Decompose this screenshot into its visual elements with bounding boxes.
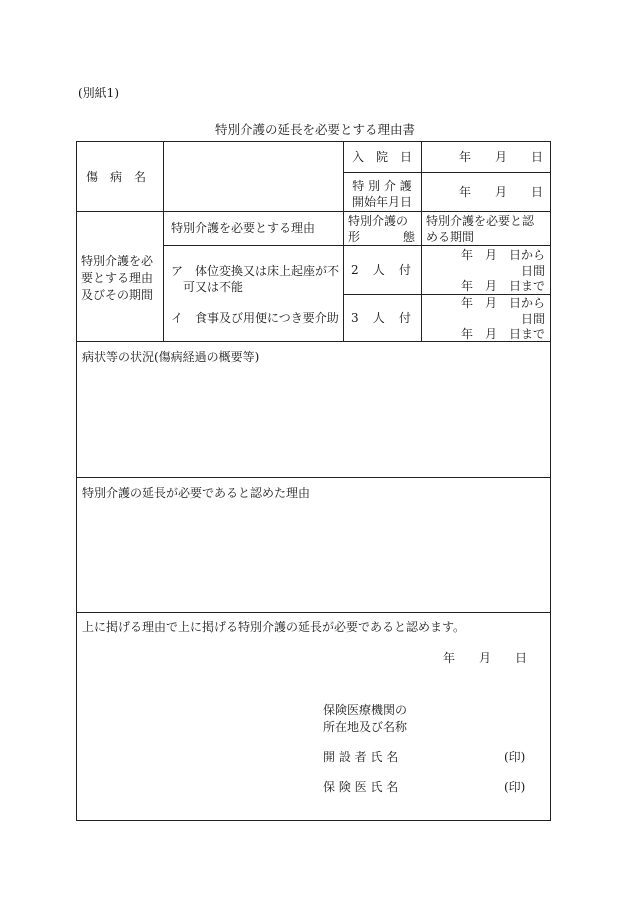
rule-header-bottom [76, 211, 551, 212]
certification-statement: 上に掲げる理由で上に掲げる特別介護の延長が必要であると認めます。 [82, 620, 466, 634]
founder-label: 開 設 者 氏 名 [323, 750, 399, 764]
condition-label: 病状等の状況(傷病経過の概要等) [82, 350, 260, 364]
doctor-label: 保 険 医 氏 名 [323, 780, 399, 794]
form-row-b: 3 人 付 [351, 311, 411, 325]
col-header-period: 特別介護を必要と認 める期間 [426, 214, 535, 245]
injury-label: 傷 病 名 [86, 170, 147, 184]
certification-date: 年 月 日 [443, 651, 528, 665]
care-start-label: 特 別 介 護 開始年月日 [351, 179, 412, 210]
institution-label: 保険医療機関の 所在地及び名称 [323, 703, 408, 734]
period-row-b: 年 月 日から 日間 年 月 日まで [460, 296, 545, 342]
doctor-seal: (印) [504, 780, 526, 794]
rule-recognition-bottom [76, 612, 551, 613]
care-start-date: 年 月 日 [458, 185, 543, 199]
reason-side-label: 特別介護を必 要とする理由 及びその期間 [81, 254, 154, 302]
col-header-reason: 特別介護を必要とする理由 [171, 221, 316, 235]
recognition-reason-label: 特別介護の延長が必要であると認めた理由 [82, 486, 311, 500]
admission-label: 入 院 日 [351, 150, 412, 164]
admission-date: 年 月 日 [458, 150, 543, 164]
rule-condition-bottom [76, 477, 551, 478]
rule-admission [343, 172, 551, 173]
reason-row-a: ア 体位変換又は床上起座が不 可又は不能 [171, 264, 340, 295]
col-header-form: 特別介護の 形 態 [348, 214, 415, 245]
attachment-label: (別紙1) [78, 86, 119, 100]
rule-col-label [163, 141, 164, 341]
rule-col-form [343, 141, 344, 341]
document-title: 特別介護の延長を必要とする理由書 [214, 122, 415, 137]
founder-seal: (印) [504, 750, 526, 764]
period-row-a: 年 月 日から 日間 年 月 日まで [460, 248, 545, 294]
reason-row-b: イ 食事及び用便につき要介助 [171, 311, 339, 325]
form-row-a: 2 人 付 [351, 263, 411, 277]
